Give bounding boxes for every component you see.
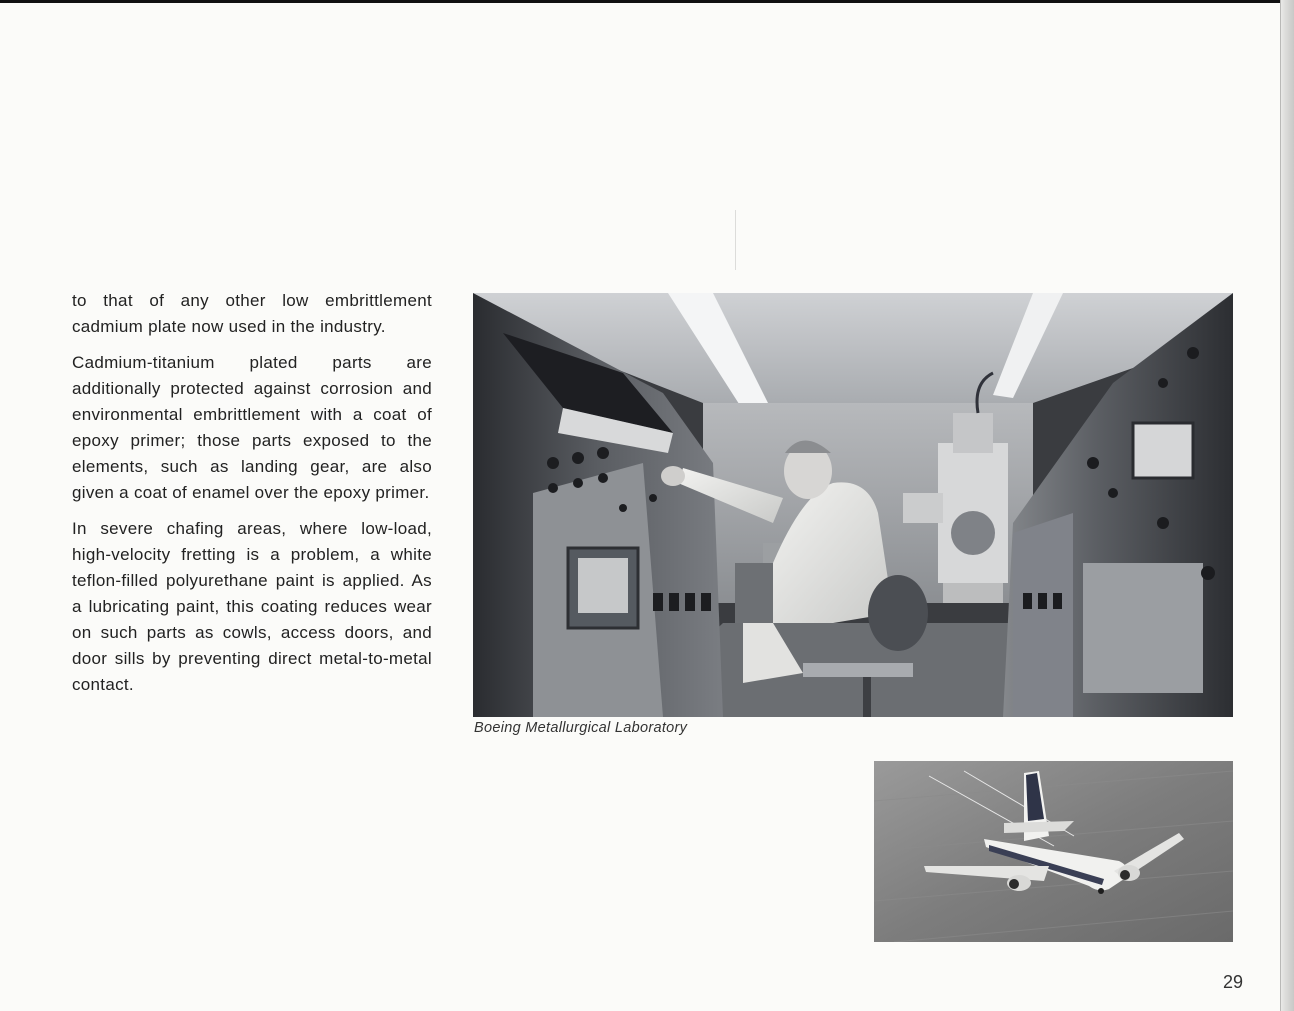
body-text-column bbox=[72, 288, 432, 708]
laboratory-photo bbox=[473, 293, 1233, 717]
page-binding-edge bbox=[1280, 0, 1294, 1011]
paper-crease bbox=[735, 210, 736, 270]
photo-caption: Boeing Metallurgical Laboratory bbox=[474, 720, 688, 736]
page-top-edge bbox=[0, 0, 1294, 3]
paragraph-1: to that of any other low embrittlement cadmium plate now used in the industry. bbox=[72, 291, 432, 336]
paragraph-3: In severe chafing areas, where low-load, high-velocity fretting is a problem, a white teflon-filled polyurethane paint is applied. As a lubricating paint, this coating reduces wear on such parts as cowls, access doors, and door sills by preventing direct metal-to-metal contact. bbox=[72, 519, 432, 694]
airplane-illustration bbox=[874, 761, 1233, 942]
airplane-photo bbox=[874, 761, 1233, 942]
paragraph-2: Cadmium-titanium plated parts are additionally protected against corrosion and environmental embrittlement with a coat of epoxy primer; those parts exposed to the elements, such as landing gear, are also given a coat of enamel over the epoxy primer. bbox=[72, 353, 432, 502]
laboratory-illustration bbox=[473, 293, 1233, 717]
page-number: 29 bbox=[1223, 972, 1244, 992]
